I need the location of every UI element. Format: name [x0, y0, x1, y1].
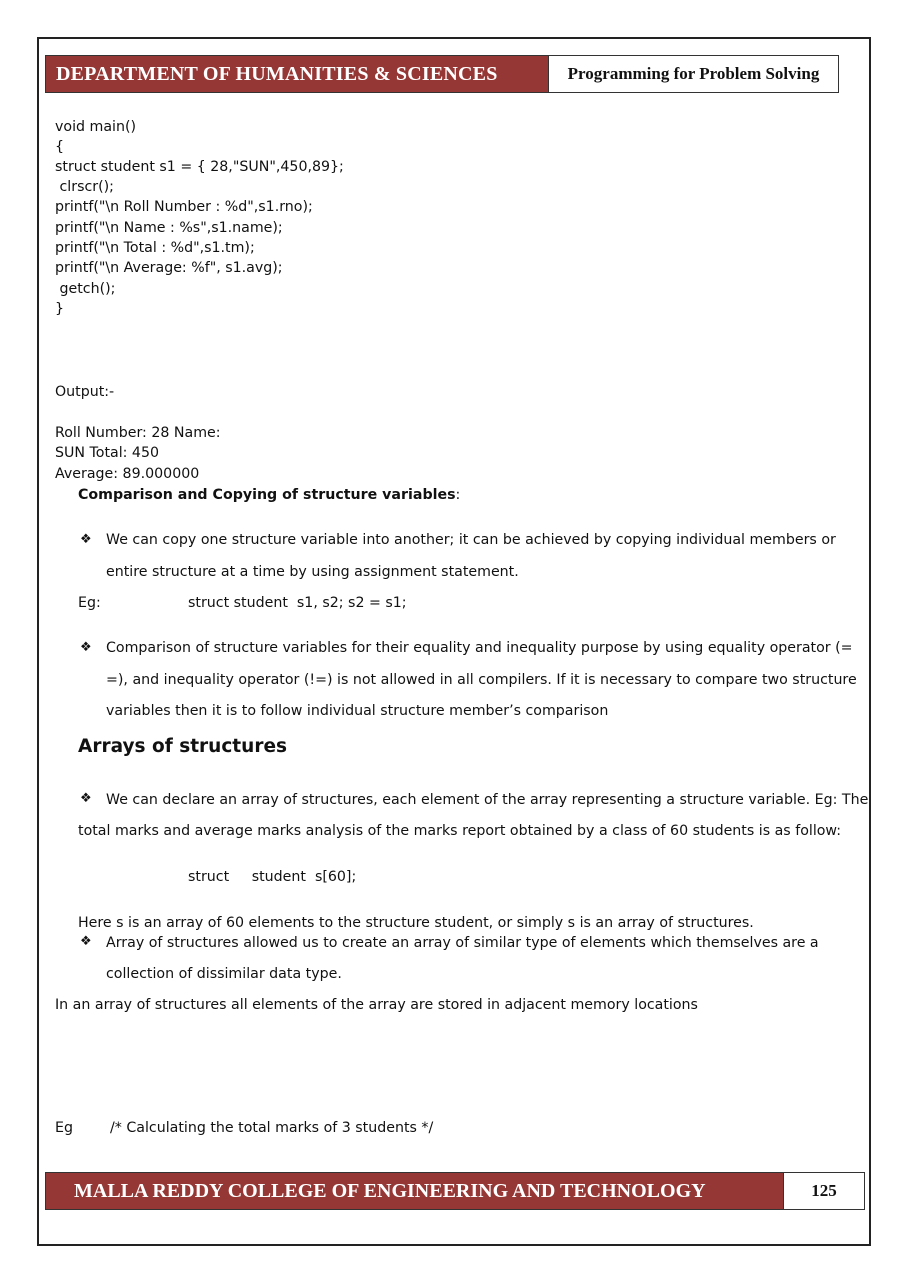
bullet-text: We can copy one structure variable into another; it can be achieved by copying individual members or	[106, 532, 836, 548]
diamond-bullet-icon: ❖	[80, 640, 92, 655]
array-code: struct student s[60];	[188, 869, 357, 885]
subject-title: Programming for Problem Solving	[548, 56, 838, 92]
code-line: {	[55, 139, 65, 155]
diamond-bullet-icon: ❖	[80, 791, 92, 806]
array-description: Here s is an array of 60 elements to the structure student, or simply s is an array of structures.	[78, 915, 754, 931]
bullet-text: entire structure at a time by using assignment statement.	[106, 564, 519, 580]
page-number: 125	[783, 1173, 864, 1209]
eg-code: struct student s1, s2; s2 = s1;	[188, 595, 407, 611]
heading-colon: :	[455, 487, 461, 503]
code-line: printf("\n Average: %f", s1.avg);	[55, 260, 283, 276]
eg-label: Eg:	[78, 595, 101, 611]
code-line: void main()	[55, 119, 137, 135]
example-label: Eg	[55, 1120, 73, 1136]
output-line: Average: 89.000000	[55, 466, 200, 482]
bullet-text: variables then it is to follow individual structure member’s comparison	[106, 703, 609, 719]
heading-text: Comparison and Copying of structure variables	[78, 487, 456, 503]
code-line: clrscr();	[55, 179, 114, 195]
output-label: Output:-	[55, 384, 115, 400]
code-line: }	[55, 301, 65, 317]
example-comment: /* Calculating the total marks of 3 students */	[110, 1120, 434, 1136]
page-header	[45, 55, 839, 93]
bullet-text: Comparison of structure variables for their equality and inequality purpose by using equality operator (=	[106, 640, 853, 656]
bullet-text: collection of dissimilar data type.	[106, 966, 342, 982]
department-title: DEPARTMENT OF HUMANITIES & SCIENCES	[46, 56, 548, 92]
section-heading-comparison	[78, 485, 460, 505]
college-name: MALLA REDDY COLLEGE OF ENGINEERING AND TECHNOLOGY	[46, 1173, 783, 1209]
bullet-text: =), and inequality operator (!=) is not allowed in all compilers. If it is necessary to compare two structure	[106, 672, 857, 688]
code-line: printf("\n Name : %s",s1.name);	[55, 220, 283, 236]
diamond-bullet-icon: ❖	[80, 532, 92, 547]
output-line: Roll Number: 28 Name:	[55, 425, 221, 441]
code-line: getch();	[55, 281, 116, 297]
bullet-text: total marks and average marks analysis of the marks report obtained by a class of 60 students is as follow:	[78, 823, 842, 839]
page-footer	[45, 1172, 865, 1210]
section-heading-arrays: Arrays of structures	[78, 736, 288, 757]
code-line: printf("\n Total : %d",s1.tm);	[55, 240, 255, 256]
diamond-bullet-icon: ❖	[80, 934, 92, 949]
bullet-text: We can declare an array of structures, each element of the array representing a structure variable. Eg: The	[106, 792, 869, 808]
code-line: printf("\n Roll Number : %d",s1.rno);	[55, 199, 313, 215]
memory-note: In an array of structures all elements of the array are stored in adjacent memory locations	[55, 997, 698, 1013]
bullet-text: Array of structures allowed us to create an array of similar type of elements which themselves are a	[106, 935, 819, 951]
code-line: struct student s1 = { 28,"SUN",450,89};	[55, 159, 344, 175]
output-line: SUN Total: 450	[55, 445, 160, 461]
